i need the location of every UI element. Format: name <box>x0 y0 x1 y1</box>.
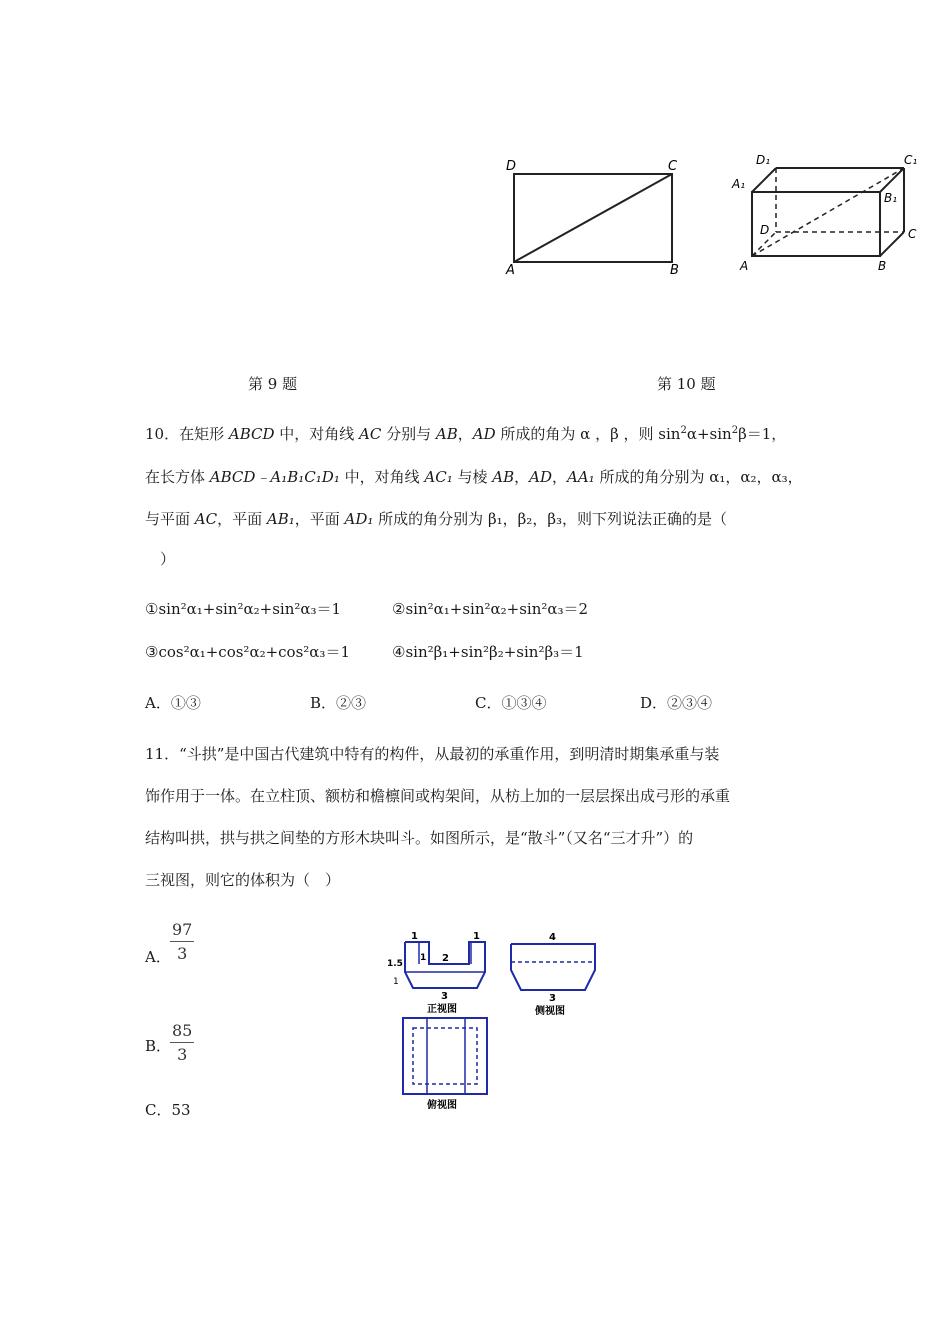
q11-option-b-fraction <box>170 1021 194 1064</box>
label-c1: C₁ <box>904 153 918 167</box>
edge-a1-d1 <box>752 168 776 192</box>
top-view-label: 俯视图 <box>427 1100 457 1111</box>
q10-statement-1: ①sin²α₁+sin²α₂+sin²α₃＝1 <box>145 600 342 618</box>
label-a: A <box>740 259 749 273</box>
three-view-figure <box>385 928 615 1118</box>
q11-line-3: 结构叫拱，拱与拱之间垫的方形木块叫斗。如图所示，是“散斗”（又名“三才升”）的 <box>145 829 694 847</box>
q11-option-a[interactable]: A． <box>145 948 171 966</box>
label-d: D <box>506 159 517 174</box>
q10-option-c[interactable]: C．①③④ <box>475 694 547 712</box>
side-view-outline <box>511 944 595 990</box>
label-b: B <box>670 263 679 278</box>
q10-statement-2: ②sin²α₁+sin²α₂+sin²α₃＝2 <box>392 600 589 618</box>
edge-b-c <box>880 232 904 256</box>
label-a: A <box>506 263 515 278</box>
hidden-diagonal-ac1 <box>752 168 904 256</box>
dim-front-1-right: 1 <box>473 931 480 942</box>
q11-line-4: 三视图，则它的体积为（ ） <box>145 871 341 889</box>
dim-front-1-5: 1.5 <box>387 959 403 969</box>
q10-line-4: ） <box>160 550 176 568</box>
label-d1: D₁ <box>756 153 771 167</box>
side-view-label: 侧视图 <box>535 1006 565 1017</box>
q11-line-2: 饰作用于一体。在立柱顶、额枋和檐檩间或构架间，从枋上加的一层层探出成弓形的承重 <box>145 787 731 805</box>
figure-10 <box>728 150 928 280</box>
label-a1: A₁ <box>732 177 746 191</box>
q10-line-3: 与平面 AC，平面 AB₁，平面 AD₁ 所成的角分别为 β₁，β₂，β₃，则下列说法正确的是（ <box>145 510 727 528</box>
q10-line-2: 在长方体 ABCD﹣A₁B₁C₁D₁ 中，对角线 AC₁ 与棱 AB，AD，AA₁ 所成的角分别为 α₁，α₂，α₃， <box>145 468 803 486</box>
dim-side-3: 3 <box>549 993 556 1004</box>
caption-figure-9: 第 9 题 <box>248 375 298 393</box>
label-c: C <box>668 159 678 174</box>
dim-front-3: 3 <box>441 991 448 1002</box>
q10-option-d[interactable]: D．②③④ <box>640 694 713 712</box>
q11-line-1: 11．“斗拱”是中国古代建筑中特有的构件，从最初的承重作用，到明清时期集承重与装 <box>145 745 720 763</box>
edge-b1-c1 <box>880 168 904 192</box>
fraction-bar <box>170 1042 194 1043</box>
q11-option-a-fraction <box>170 920 194 963</box>
label-d: D <box>760 223 770 237</box>
dim-front-1-left: 1 <box>411 931 418 942</box>
label-b1: B₁ <box>884 191 898 205</box>
numerator: 97 <box>172 920 193 939</box>
q11-option-b[interactable]: B． <box>145 1037 172 1055</box>
front-view-outline <box>405 942 485 988</box>
dim-front-1-inner: 1 <box>420 953 427 963</box>
dim-side-4: 4 <box>549 932 556 943</box>
fraction-bar <box>170 941 194 942</box>
label-c: C <box>908 227 917 241</box>
dim-front-1-bottom: 1 <box>393 977 399 987</box>
dim-front-2: 2 <box>442 953 449 964</box>
q10-statement-3: ③cos²α₁+cos²α₂+cos²α₃＝1 <box>145 643 350 661</box>
front-view-label: 正视图 <box>427 1004 457 1015</box>
denominator: 3 <box>177 944 188 963</box>
q10-option-b[interactable]: B．②③ <box>310 694 367 712</box>
q11-option-c[interactable]: C．53 <box>145 1101 191 1119</box>
top-view-outer <box>403 1018 487 1094</box>
caption-figure-10: 第 10 题 <box>657 375 716 393</box>
q10-line-1: 10．在矩形 ABCD 中，对角线 AC 分别与 AB，AD 所成的角为 α ，β ，则 $\sin^2\alpha+\sin^2\beta=1$， <box>145 425 787 443</box>
top-view-inner-hidden <box>413 1028 477 1084</box>
q10-statement-4: ④sin²β₁+sin²β₂+sin²β₃＝1 <box>392 643 584 661</box>
denominator: 3 <box>177 1045 188 1064</box>
numerator: 85 <box>172 1021 193 1040</box>
diagonal-ac <box>514 174 672 262</box>
cuboid-front-face <box>752 192 880 256</box>
figure-9 <box>500 150 700 280</box>
q10-option-a[interactable]: A．①③ <box>145 694 201 712</box>
label-b: B <box>878 259 887 273</box>
